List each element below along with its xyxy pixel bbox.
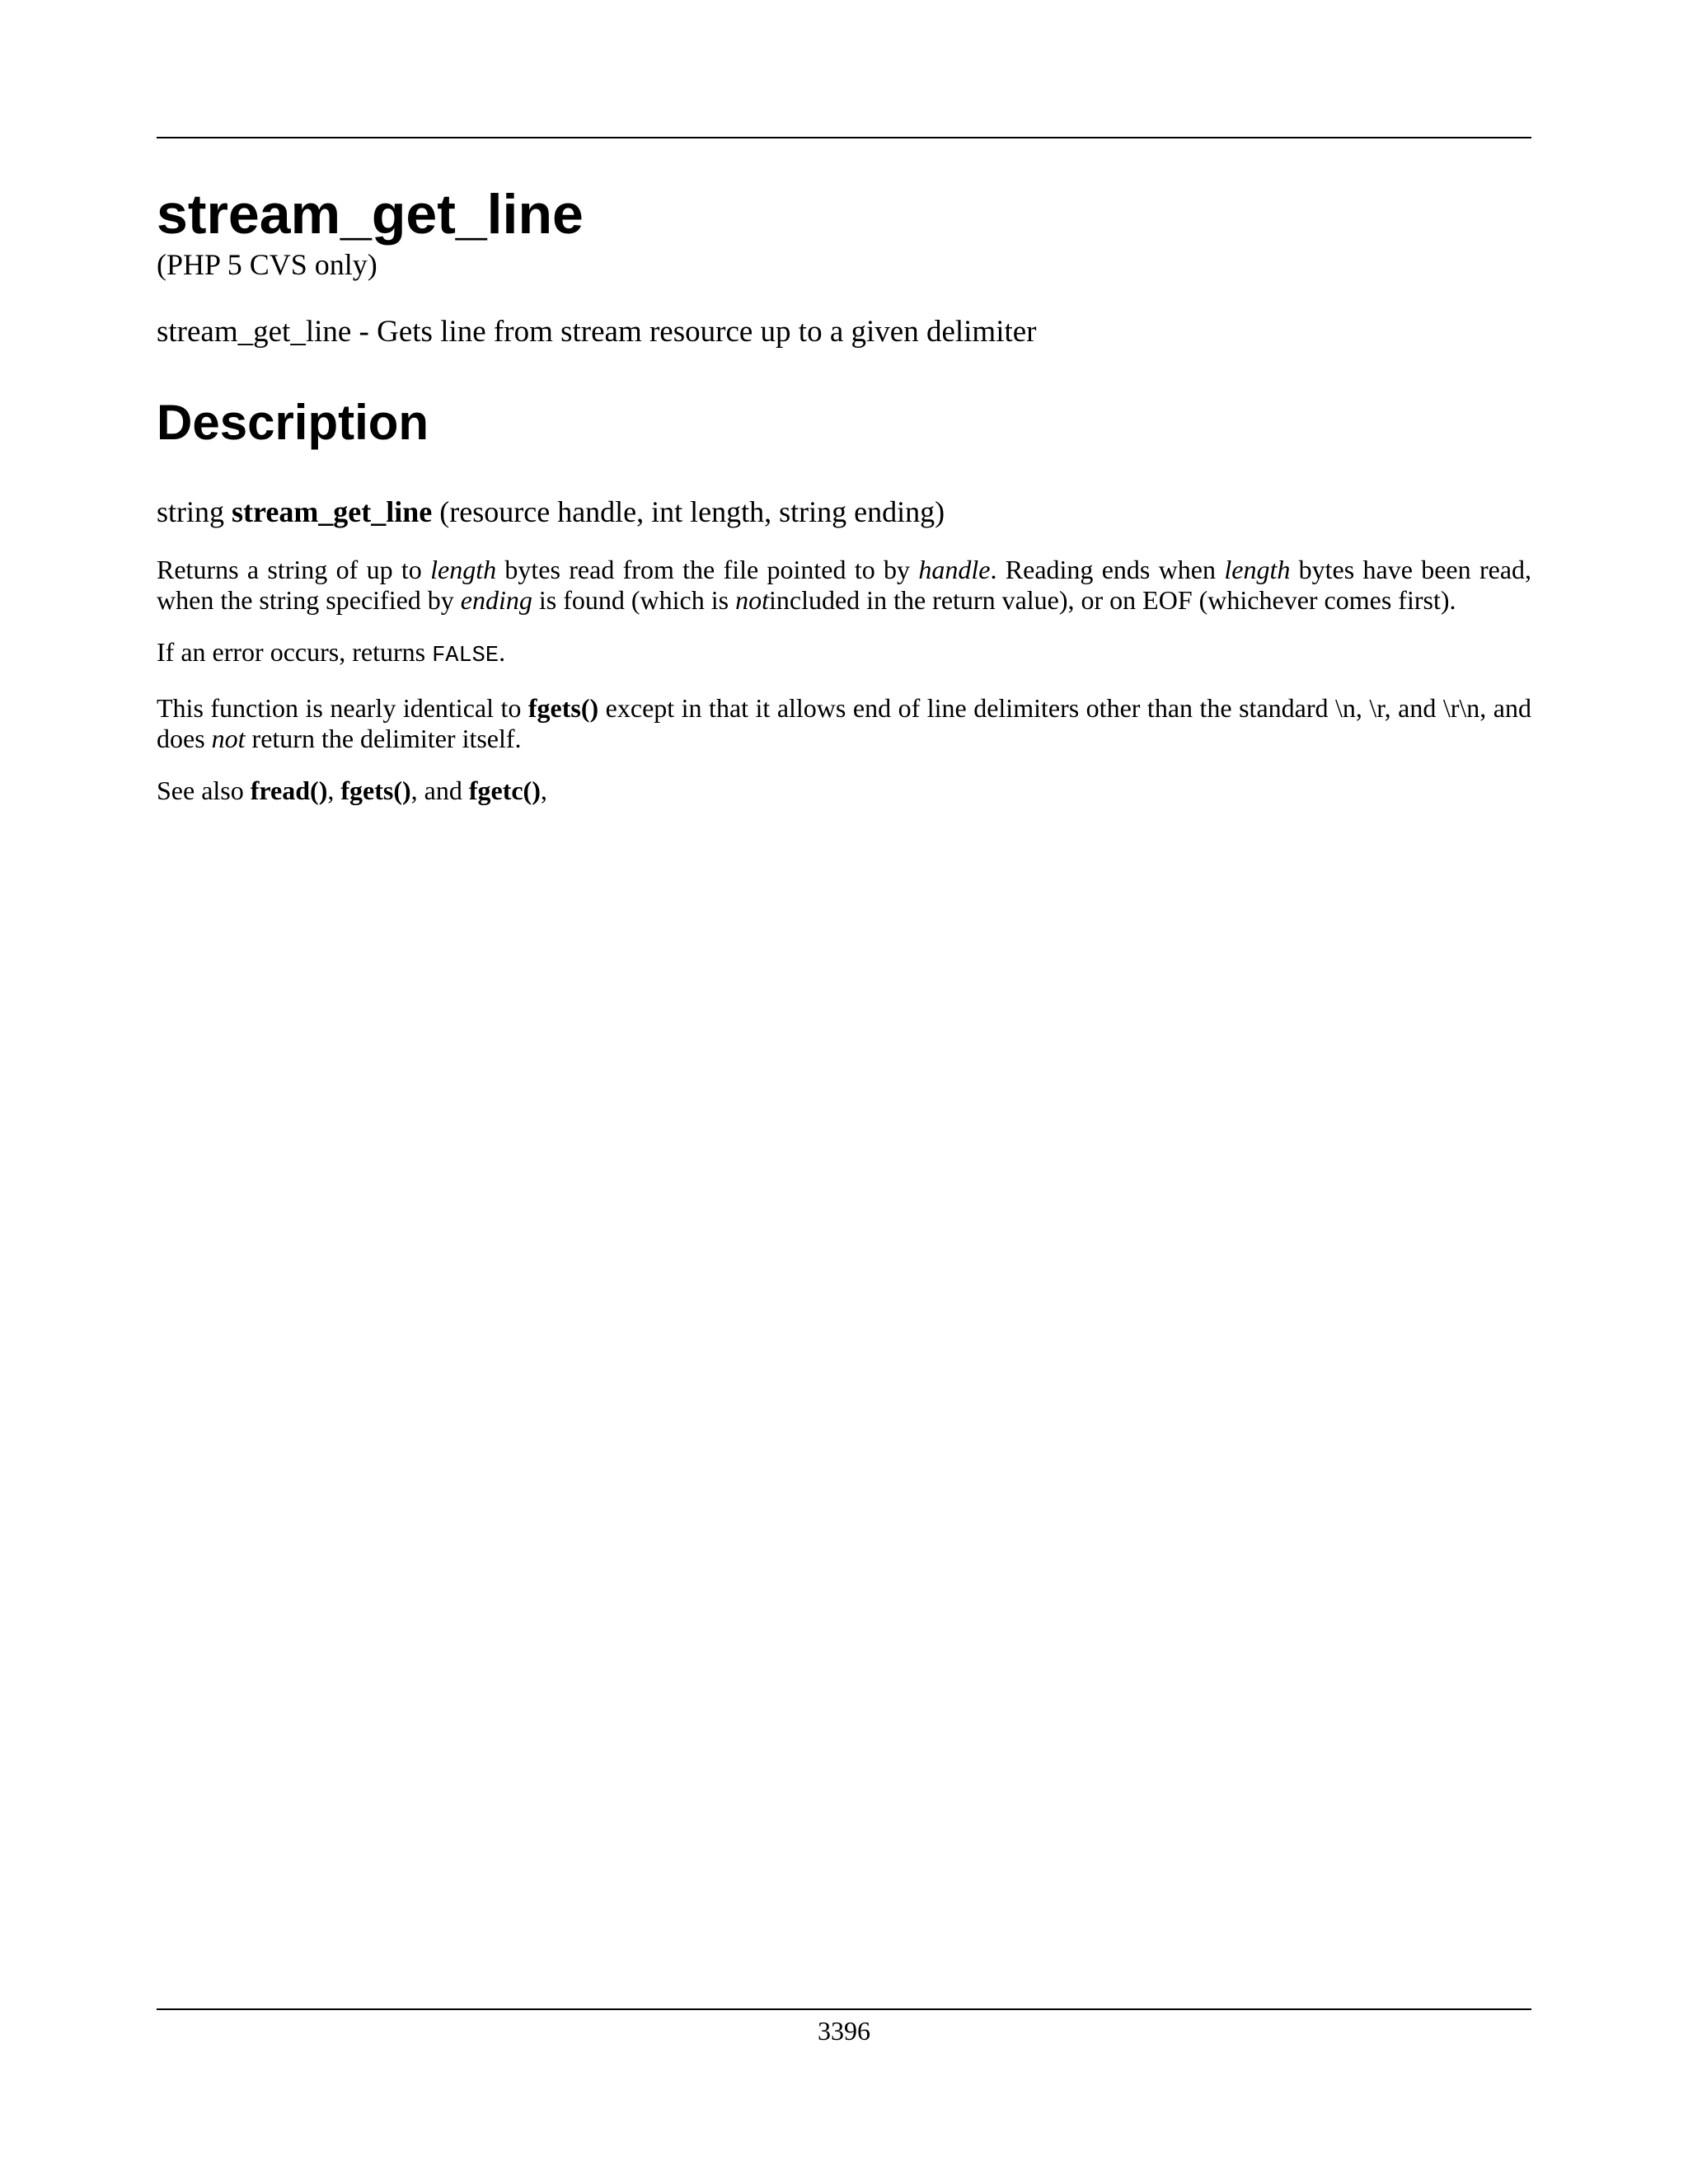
text-segment: If an error occurs, returns bbox=[157, 636, 433, 667]
function-ref-fgetc[interactable]: fgetc() bbox=[468, 775, 541, 805]
text-segment: . bbox=[499, 636, 506, 667]
text-segment: . Reading ends when bbox=[990, 554, 1225, 584]
text-segment: is found (which is bbox=[532, 584, 736, 615]
page-content bbox=[157, 183, 1532, 806]
page-number: 3396 bbox=[818, 2016, 870, 2046]
text-segment: , and bbox=[410, 775, 469, 805]
synopsis-params: (resource handle, int length, string ending) bbox=[439, 494, 945, 528]
description-paragraph-error bbox=[157, 637, 1531, 672]
param-ending: ending bbox=[460, 584, 532, 615]
emphasis-not: not bbox=[211, 723, 246, 753]
text-segment: , bbox=[540, 775, 547, 805]
synopsis-return-type: string bbox=[157, 494, 225, 528]
page-title: stream_get_line bbox=[157, 183, 584, 246]
description-paragraph-fgets bbox=[157, 693, 1531, 754]
synopsis-function-name: stream_get_line bbox=[232, 494, 433, 528]
text-segment: bytes read from the file pointed to by bbox=[496, 554, 919, 584]
text-segment: See also bbox=[157, 775, 251, 805]
function-ref-fread[interactable]: fread() bbox=[250, 775, 328, 805]
text-segment: included in the return value), or on EOF (whichever comes first). bbox=[768, 584, 1456, 615]
see-also bbox=[157, 776, 1531, 806]
function-ref-fgets[interactable]: fgets() bbox=[340, 775, 411, 805]
text-segment: This function is nearly identical to bbox=[157, 692, 528, 723]
text-segment: except in that it allows end of line delimiters other than the standard \n, \r, and \r\n, and does bbox=[157, 692, 1532, 753]
emphasis-not: not bbox=[735, 584, 769, 615]
text-segment: , bbox=[327, 775, 341, 805]
header-rule bbox=[157, 137, 1531, 138]
text-segment: return the delimiter itself. bbox=[245, 723, 522, 753]
availability-note: (PHP 5 CVS only) bbox=[157, 248, 377, 281]
param-handle: handle bbox=[918, 554, 991, 584]
footer-rule bbox=[157, 2008, 1531, 2010]
description-paragraph-returns bbox=[157, 555, 1531, 616]
constant-false: FALSE bbox=[432, 643, 499, 668]
section-heading-description: Description bbox=[157, 394, 429, 450]
text-segment: Returns a string of up to bbox=[157, 554, 431, 584]
function-purpose: stream_get_line - Gets line from stream resource up to a given delimiter bbox=[157, 315, 1037, 349]
function-synopsis bbox=[157, 494, 1531, 530]
param-length: length bbox=[430, 554, 497, 584]
param-length: length bbox=[1224, 554, 1291, 584]
function-ref-fgets[interactable]: fgets() bbox=[528, 692, 599, 723]
text-segment: bytes have been read, when the string specified by bbox=[157, 554, 1532, 615]
